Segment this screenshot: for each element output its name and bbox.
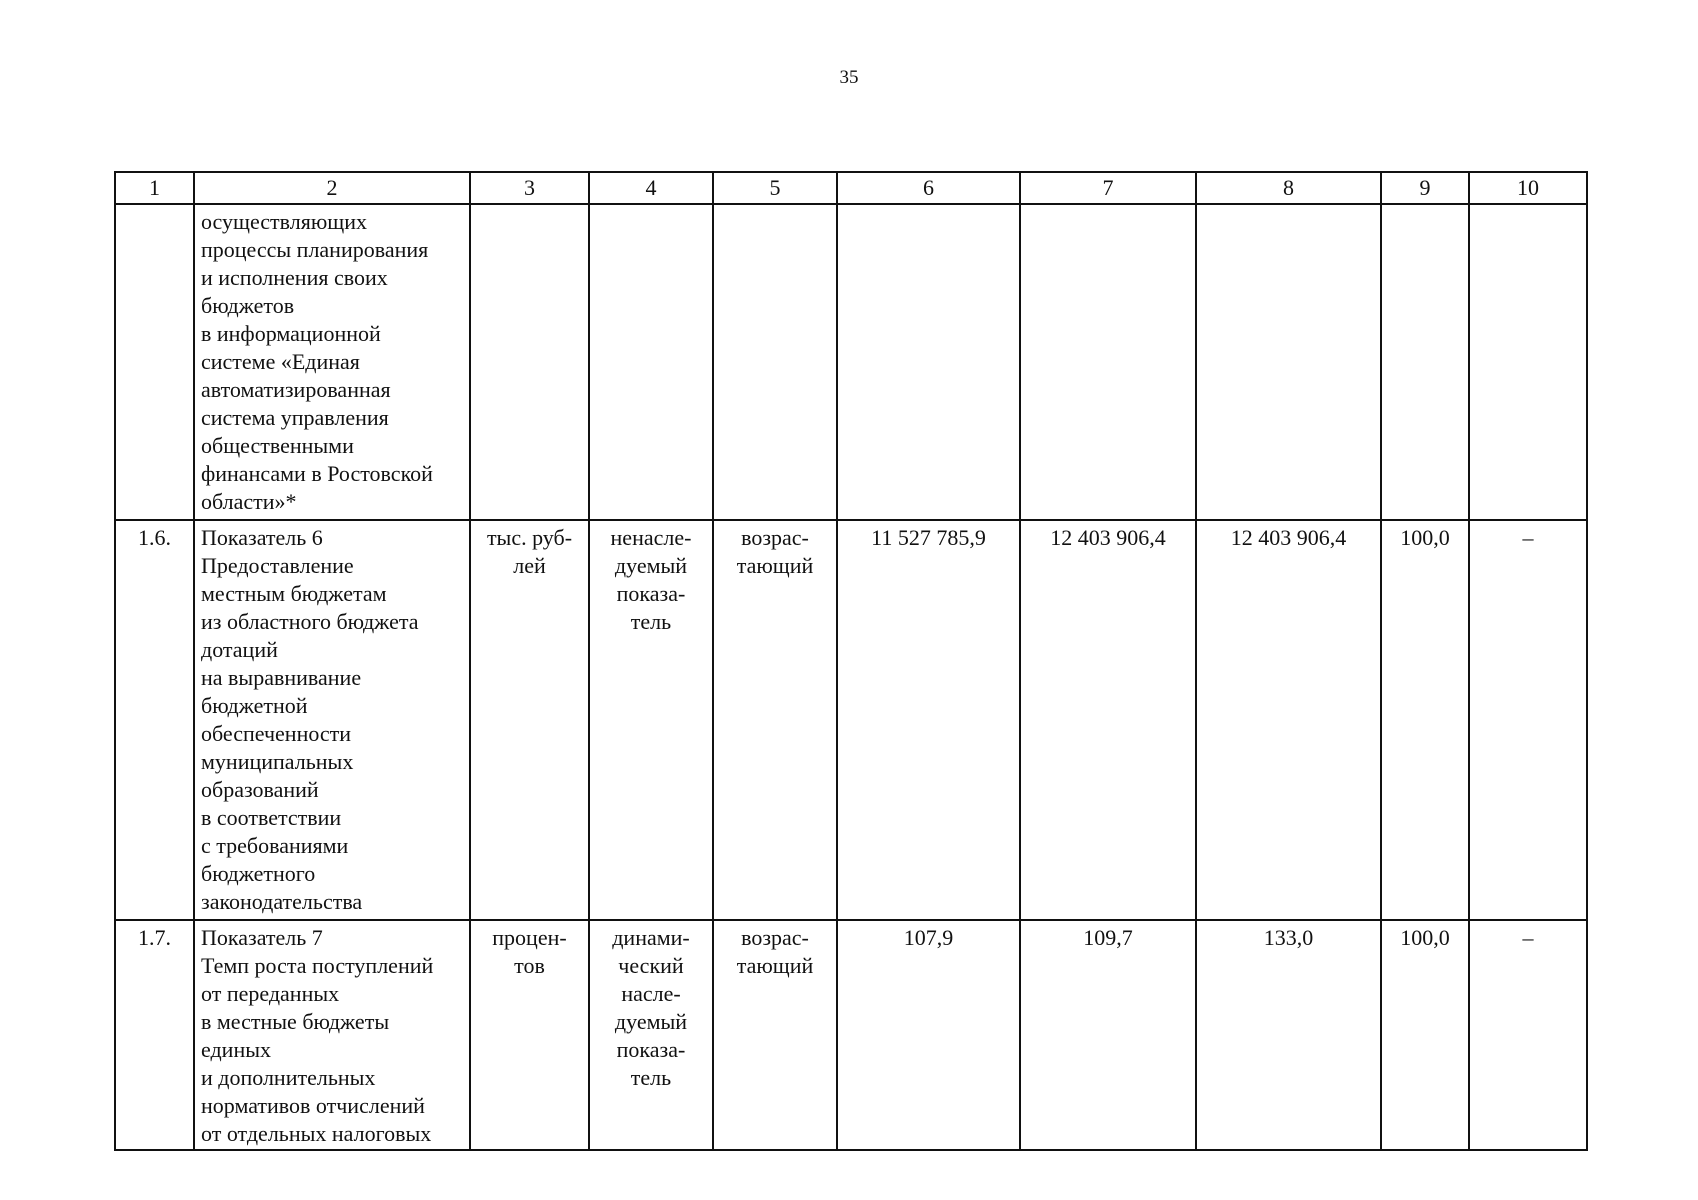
table-row-continuation bbox=[115, 204, 1587, 520]
cell-value-8: 133,0 bbox=[1196, 920, 1381, 1150]
text-line: области»* bbox=[201, 489, 297, 514]
text-line: бюджетов bbox=[201, 293, 295, 318]
text-line: образований bbox=[201, 777, 319, 802]
text-line: законодательства bbox=[201, 889, 363, 914]
column-header: 3 bbox=[470, 172, 589, 204]
column-header: 6 bbox=[837, 172, 1020, 204]
text-line: ненасле- bbox=[610, 525, 692, 550]
text-line: единых bbox=[201, 1037, 271, 1062]
text-line: Показатель 6 bbox=[201, 525, 323, 550]
indicators-table bbox=[114, 171, 1588, 1151]
text-line: с требованиями bbox=[201, 833, 349, 858]
text-line: муниципальных bbox=[201, 749, 354, 774]
text-line: из областного бюджета bbox=[201, 609, 419, 634]
text-line: бюджетного bbox=[201, 861, 316, 886]
text-line: обеспеченности bbox=[201, 721, 352, 746]
cell-value-9: 100,0 bbox=[1381, 520, 1469, 920]
cell-indicator-name bbox=[194, 920, 470, 1150]
cell-number: 1.7. bbox=[115, 920, 194, 1150]
text-line: дотаций bbox=[201, 637, 278, 662]
text-line: тов bbox=[514, 953, 545, 978]
text-line: тель bbox=[630, 1065, 672, 1090]
text-line: нормативов отчислений bbox=[201, 1093, 425, 1118]
text-line: лей bbox=[513, 553, 546, 578]
cell-indicator-type bbox=[589, 920, 713, 1150]
text-line: показа- bbox=[616, 581, 686, 606]
cell-empty bbox=[1196, 204, 1381, 520]
column-header: 4 bbox=[589, 172, 713, 204]
cell-value-10: – bbox=[1469, 520, 1587, 920]
cell-value-7: 109,7 bbox=[1020, 920, 1196, 1150]
text-line: дуемый bbox=[614, 553, 688, 578]
cell-indicator-name bbox=[194, 520, 470, 920]
column-header: 5 bbox=[713, 172, 837, 204]
text-line: в местные бюджеты bbox=[201, 1009, 390, 1034]
cell-unit bbox=[470, 520, 589, 920]
text-line: дуемый bbox=[614, 1009, 688, 1034]
cell-direction bbox=[713, 520, 837, 920]
cell-number bbox=[115, 204, 194, 520]
text-line: возрас- bbox=[741, 525, 809, 550]
table-row-1-7 bbox=[115, 920, 1587, 1150]
cell-number: 1.6. bbox=[115, 520, 194, 920]
cell-value-8: 12 403 906,4 bbox=[1196, 520, 1381, 920]
text-line: от переданных bbox=[201, 981, 340, 1006]
column-header: 10 bbox=[1469, 172, 1587, 204]
cell-value-6: 11 527 785,9 bbox=[837, 520, 1020, 920]
text-line: система управления bbox=[201, 405, 389, 430]
table-header-row bbox=[115, 172, 1587, 204]
text-line: общественными bbox=[201, 433, 354, 458]
text-line: осуществляющих bbox=[201, 209, 367, 234]
text-line: процен- bbox=[492, 925, 567, 950]
text-line: в соответствии bbox=[201, 805, 342, 830]
text-line: на выравнивание bbox=[201, 665, 362, 690]
column-header: 1 bbox=[115, 172, 194, 204]
text-line: тель bbox=[630, 609, 672, 634]
cell-indicator-name bbox=[194, 204, 470, 520]
text-line: тающий bbox=[736, 553, 814, 578]
cell-empty bbox=[470, 204, 589, 520]
column-header: 9 bbox=[1381, 172, 1469, 204]
page-number: 35 bbox=[839, 67, 859, 88]
text-line: Показатель 7 bbox=[201, 925, 323, 950]
text-line: Предоставление bbox=[201, 553, 354, 578]
text-line: динами- bbox=[612, 925, 690, 950]
table-row-1-6 bbox=[115, 520, 1587, 920]
text-line: бюджетной bbox=[201, 693, 308, 718]
text-line: возрас- bbox=[741, 925, 809, 950]
text-line: и исполнения своих bbox=[201, 265, 388, 290]
cell-empty bbox=[837, 204, 1020, 520]
text-line: ческий bbox=[618, 953, 684, 978]
cell-empty bbox=[1469, 204, 1587, 520]
cell-indicator-type bbox=[589, 520, 713, 920]
text-line: в информационной bbox=[201, 321, 381, 346]
text-line: финансами в Ростовской bbox=[201, 461, 433, 486]
cell-value-6: 107,9 bbox=[837, 920, 1020, 1150]
cell-value-7: 12 403 906,4 bbox=[1020, 520, 1196, 920]
cell-empty bbox=[1020, 204, 1196, 520]
text-line: процессы планирования bbox=[201, 237, 429, 262]
cell-value-9: 100,0 bbox=[1381, 920, 1469, 1150]
cell-value-10: – bbox=[1469, 920, 1587, 1150]
text-line: насле- bbox=[621, 981, 681, 1006]
column-header: 7 bbox=[1020, 172, 1196, 204]
text-line: местным бюджетам bbox=[201, 581, 387, 606]
text-line: тающий bbox=[736, 953, 814, 978]
text-line: системе «Единая bbox=[201, 349, 360, 374]
cell-direction bbox=[713, 920, 837, 1150]
text-line: тыс. руб- bbox=[486, 525, 573, 550]
cell-empty bbox=[1381, 204, 1469, 520]
text-line: показа- bbox=[616, 1037, 686, 1062]
column-header: 8 bbox=[1196, 172, 1381, 204]
text-line: Темп роста поступлений bbox=[201, 953, 434, 978]
cell-empty bbox=[713, 204, 837, 520]
text-line: и дополнительных bbox=[201, 1065, 376, 1090]
text-line: автоматизированная bbox=[201, 377, 391, 402]
cell-empty bbox=[589, 204, 713, 520]
column-header: 2 bbox=[194, 172, 470, 204]
text-line: от отдельных налоговых bbox=[201, 1121, 432, 1146]
cell-unit bbox=[470, 920, 589, 1150]
